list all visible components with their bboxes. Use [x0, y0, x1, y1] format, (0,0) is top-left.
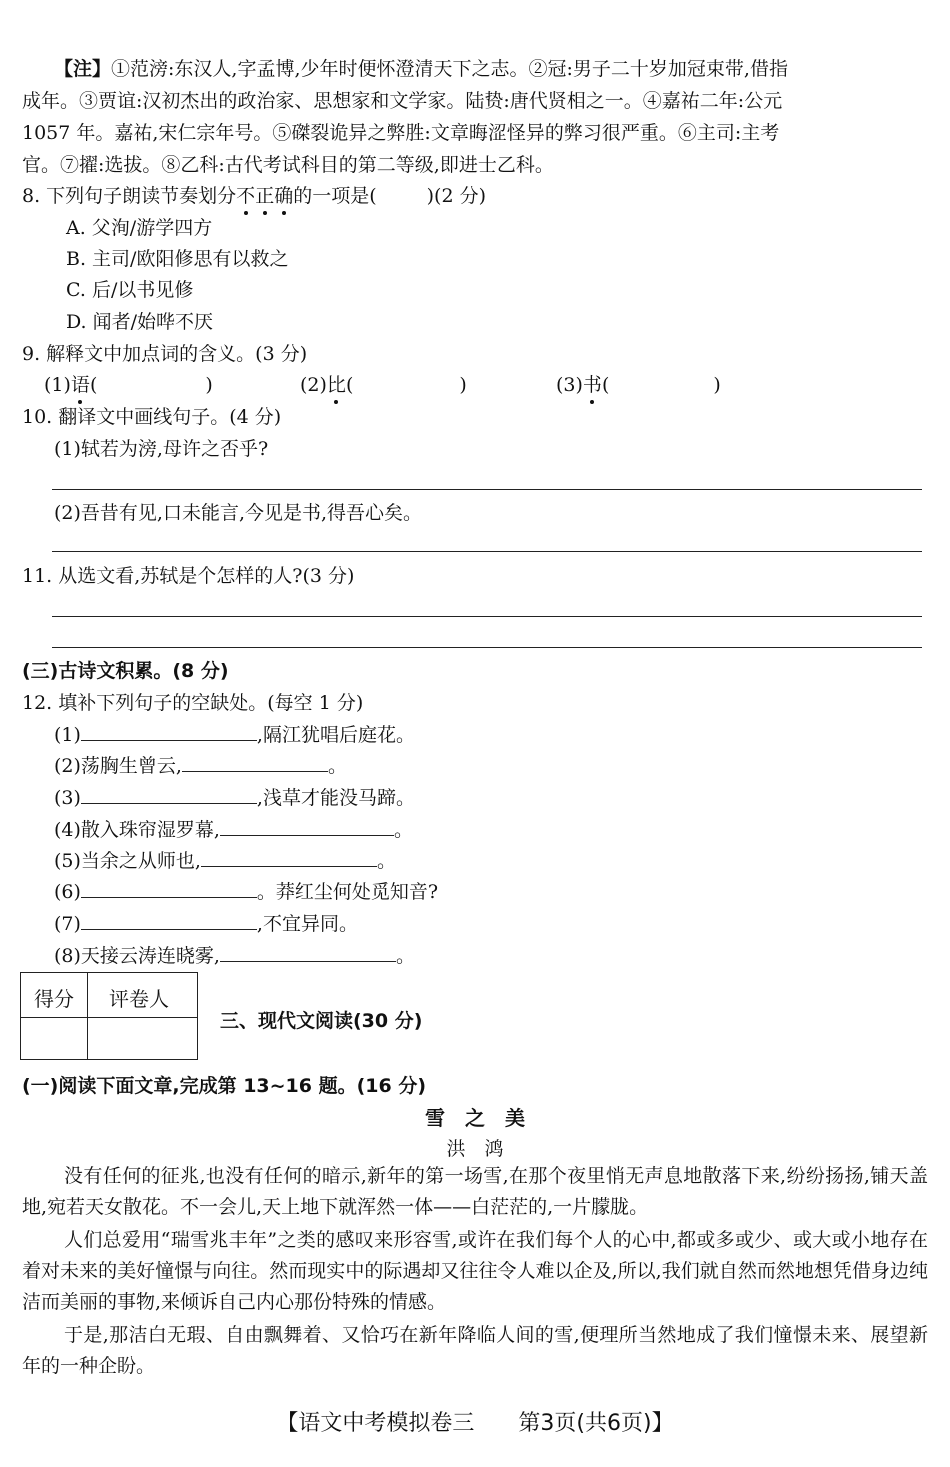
q9-item-2: (2)比( ): [300, 370, 467, 397]
q8-stem: 8. 下列句子朗读节奏划分不正确的一项是( )(2 分): [22, 181, 486, 208]
q9-item-3: (3)书( ): [556, 370, 721, 397]
q10-answer-line-2[interactable]: [52, 551, 922, 552]
notes-line-1: 【注】①范滂:东汉人,字孟博,少年时便怀澄清天下之志。②冠:男子二十岁加冠束带,借指: [54, 58, 788, 80]
q12-item-1: (1) ,隔江犹唱后庭花。: [54, 724, 415, 746]
q11-answer-line-2[interactable]: [52, 647, 922, 648]
notes-line-3: 1057 年。嘉祐,宋仁宗年号。⑤磔裂诡异之弊胜:文章晦涩怪异的弊习很严重。⑥主司:主考: [22, 122, 780, 144]
notes-line-4: 官。⑦擢:选拔。⑧乙科:古代考试科目的第二等级,即进士乙科。: [22, 154, 554, 176]
q12-item-7: (7) ,不宜异同。: [54, 913, 358, 935]
q10-answer-line-1[interactable]: [52, 489, 922, 490]
reading-1-instruction: (一)阅读下面文章,完成第 13~16 题。(16 分): [22, 1075, 427, 1097]
q12-stem: 12. 填补下列句子的空缺处。(每空 1 分): [22, 692, 364, 714]
q12-blank-5[interactable]: [201, 848, 377, 867]
q10-stem: 10. 翻译文中画线句子。(4 分): [22, 406, 282, 428]
q12-item-3: (3) ,浅草才能没马蹄。: [54, 787, 415, 809]
q12-item-8: (8)天接云涛连晓雾, 。: [54, 945, 415, 967]
grader-label: 评卷人: [109, 987, 169, 1011]
score-cell[interactable]: [21, 1018, 87, 1060]
q9-item-1: (1)语( ): [44, 370, 213, 397]
page-footer: 【语文中考模拟卷三 第3页(共6页)】: [276, 1411, 674, 1436]
article-author: 洪 鸿: [446, 1138, 504, 1160]
score-box: [20, 972, 198, 1060]
q8-option-c: C. 后/以书见修: [66, 279, 194, 301]
article-paragraph-1: 没有任何的征兆,也没有任何的暗示,新年的第一场雪,在那个夜里悄无声息地散落下来,纷纷扬扬,铺天盖地,宛若天女散花。不一会儿,天上地下就浑然一体——白茫茫的,一片朦胧。: [22, 1165, 928, 1218]
article-paragraph-3: 于是,那洁白无瑕、自由飘舞着、又恰巧在新年降临人间的雪,便理所当然地成了我们憧憬未来、展望新年的一种企盼。: [22, 1324, 928, 1377]
q12-blank-1[interactable]: [81, 722, 257, 741]
notes-line-2: 成年。③贾谊:汉初杰出的政治家、思想家和文学家。陆贽:唐代贤相之一。④嘉祐二年:公元: [22, 90, 783, 112]
q12-item-2: (2)荡胸生曾云, 。: [54, 755, 347, 777]
score-label: 得分: [34, 987, 74, 1011]
q8-option-d: D. 闻者/始哗不厌: [66, 311, 214, 333]
emphasis-char: 不: [236, 181, 255, 208]
grader-cell[interactable]: [88, 1018, 198, 1060]
section-3-title: (三)古诗文积累。(8 分): [22, 660, 229, 682]
q12-blank-3[interactable]: [81, 785, 257, 804]
q8-option-a: A. 父洵/游学四方: [66, 217, 213, 239]
emphasis-char: 正: [255, 181, 274, 208]
emphasis-char: 确: [274, 181, 293, 208]
q11-answer-line-1[interactable]: [52, 616, 922, 617]
q12-blank-7[interactable]: [81, 911, 257, 930]
q9-stem: 9. 解释文中加点词的含义。(3 分): [22, 343, 308, 365]
q12-blank-8[interactable]: [220, 943, 396, 962]
q12-blank-4[interactable]: [220, 817, 394, 836]
q8-option-b: B. 主司/欧阳修思有以救之: [66, 248, 289, 270]
part-3-title: 三、现代文阅读(30 分): [220, 1010, 423, 1032]
q11-stem: 11. 从选文看,苏轼是个怎样的人?(3 分): [22, 565, 355, 587]
q12-item-5: (5)当余之从师也, 。: [54, 850, 396, 872]
q12-blank-2[interactable]: [182, 753, 328, 772]
q10-sentence-1: (1)轼若为滂,母许之否乎?: [54, 438, 269, 460]
q8-emphasis: [236, 185, 293, 207]
q12-item-6: (6) 。莽红尘何处觅知音?: [54, 881, 439, 903]
q12-item-4: (4)散入珠帘湿罗幕, 。: [54, 819, 413, 841]
notes-label: 【注】: [54, 58, 112, 80]
article-title: 雪 之 美: [425, 1106, 525, 1130]
article-paragraph-2: 人们总爱用“瑞雪兆丰年”之类的感叹来形容雪,或许在我们每个人的心中,都或多或少、或大或小地存在着对未来的美好憧憬与向往。然而现实中的际遇却又往往令人难以企及,所以,我们就自然而然地想凭借身边纯洁而美丽的事物,来倾诉自己内心那份特殊的情感。: [22, 1229, 928, 1313]
q10-sentence-2: (2)吾昔有见,口未能言,今见是书,得吾心矣。: [54, 502, 423, 524]
q12-blank-6[interactable]: [81, 879, 257, 898]
